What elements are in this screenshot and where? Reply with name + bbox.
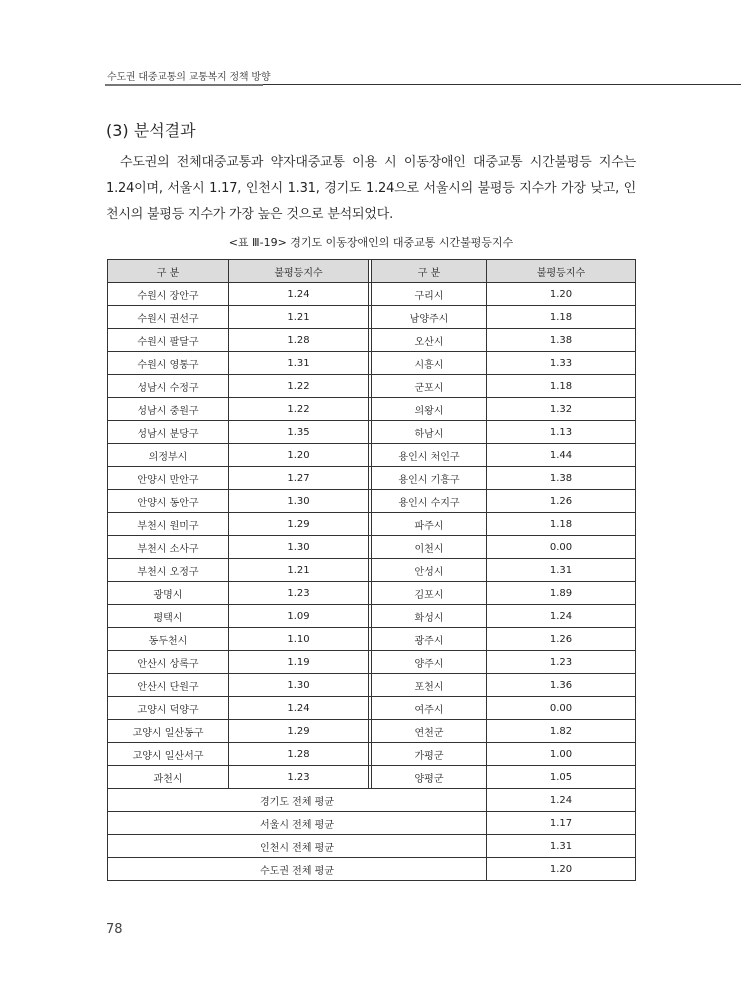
table-row [108,559,636,582]
header-region-left: 구 분 [108,260,229,283]
index-cell: 1.30 [229,674,369,697]
table-row [108,375,636,398]
region-cell: 수원시 장안구 [108,283,229,306]
index-cell: 0.00 [487,697,636,720]
region-cell: 안산시 상록구 [108,651,229,674]
index-cell: 1.28 [229,743,369,766]
table-row [108,720,636,743]
index-cell: 1.24 [487,605,636,628]
index-cell: 1.44 [487,444,636,467]
index-cell: 1.23 [229,582,369,605]
header-rule-accent [105,84,263,86]
page-number: 78 [106,922,123,937]
region-cell: 양주시 [372,651,487,674]
table-row [108,628,636,651]
region-cell: 안양시 동안구 [108,490,229,513]
region-cell: 양평군 [372,766,487,789]
region-cell: 구리시 [372,283,487,306]
index-cell: 1.05 [487,766,636,789]
table-row [108,421,636,444]
summary-row [108,812,636,835]
table-row [108,352,636,375]
summary-value: 1.24 [487,789,636,812]
running-header: 수도권 대중교통의 교통복지 정책 방향 [107,72,271,83]
summary-row [108,835,636,858]
index-cell: 1.35 [229,421,369,444]
table-row [108,651,636,674]
table-row [108,513,636,536]
summary-value: 1.20 [487,858,636,881]
region-cell: 연천군 [372,720,487,743]
table-caption: <표 Ⅲ-19> 경기도 이동장애인의 대중교통 시간불평등지수 [228,236,514,249]
region-cell: 안양시 만안구 [108,467,229,490]
index-cell: 1.36 [487,674,636,697]
region-cell: 가평군 [372,743,487,766]
region-cell: 여주시 [372,697,487,720]
table-header-row [108,260,636,283]
region-cell: 용인시 처인구 [372,444,487,467]
region-cell: 김포시 [372,582,487,605]
table-row [108,467,636,490]
inequality-index-table [107,259,636,881]
region-cell: 과천시 [108,766,229,789]
table-row [108,674,636,697]
region-cell: 안산시 단원구 [108,674,229,697]
summary-label: 경기도 전체 평균 [108,789,487,812]
region-cell: 부천시 원미구 [108,513,229,536]
index-cell: 1.31 [229,352,369,375]
region-cell: 성남시 분당구 [108,421,229,444]
table-row [108,329,636,352]
region-cell: 수원시 팔달구 [108,329,229,352]
region-cell: 시흥시 [372,352,487,375]
region-cell: 군포시 [372,375,487,398]
table-row [108,306,636,329]
region-cell: 포천시 [372,674,487,697]
header-index-right: 불평등지수 [487,260,636,283]
index-cell: 1.30 [229,536,369,559]
index-cell: 1.28 [229,329,369,352]
index-cell: 1.27 [229,467,369,490]
region-cell: 오산시 [372,329,487,352]
region-cell: 고양시 일산서구 [108,743,229,766]
table-body [108,283,636,881]
index-cell: 1.24 [229,697,369,720]
region-cell: 이천시 [372,536,487,559]
region-cell: 의정부시 [108,444,229,467]
index-cell: 1.38 [487,467,636,490]
region-cell: 부천시 소사구 [108,536,229,559]
index-cell: 1.26 [487,628,636,651]
region-cell: 광명시 [108,582,229,605]
header-index-left: 불평등지수 [229,260,369,283]
region-cell: 성남시 수정구 [108,375,229,398]
region-cell: 화성시 [372,605,487,628]
region-cell: 하남시 [372,421,487,444]
index-cell: 1.29 [229,513,369,536]
index-cell: 1.13 [487,421,636,444]
table-row [108,697,636,720]
summary-row [108,858,636,881]
section-heading: (3) 분석결과 [106,121,196,140]
region-cell: 수원시 권선구 [108,306,229,329]
region-cell: 용인시 기흥구 [372,467,487,490]
table-row [108,582,636,605]
index-cell: 1.18 [487,306,636,329]
header-region-right: 구 분 [372,260,487,283]
table-row [108,743,636,766]
index-cell: 1.21 [229,559,369,582]
region-cell: 광주시 [372,628,487,651]
region-cell: 파주시 [372,513,487,536]
index-cell: 1.38 [487,329,636,352]
index-cell: 1.32 [487,398,636,421]
index-cell: 1.23 [229,766,369,789]
index-cell: 1.82 [487,720,636,743]
region-cell: 용인시 수지구 [372,490,487,513]
table-row [108,398,636,421]
summary-label: 수도권 전체 평균 [108,858,487,881]
table-row [108,605,636,628]
region-cell: 의왕시 [372,398,487,421]
index-cell: 1.21 [229,306,369,329]
index-cell: 1.20 [487,283,636,306]
region-cell: 동두천시 [108,628,229,651]
table-row [108,283,636,306]
body-paragraph: 수도권의 전체대중교통과 약자대중교통 이용 시 이동장애인 대중교통 시간불평등 지수는 1.24이며, 서울시 1.17, 인천시 1.31, 경기도 1.24으로 서울시의 불평등 지수가 가장 낮고, 인천시의 불평등 지수가 가장 높은 것으로 분석되었다. [106,155,636,222]
index-cell: 1.09 [229,605,369,628]
region-cell: 남양주시 [372,306,487,329]
index-cell: 1.23 [487,651,636,674]
summary-value: 1.31 [487,835,636,858]
table-row [108,490,636,513]
table-row [108,766,636,789]
region-cell: 평택시 [108,605,229,628]
summary-label: 인천시 전체 평균 [108,835,487,858]
index-cell: 1.18 [487,513,636,536]
region-cell: 안성시 [372,559,487,582]
index-cell: 1.30 [229,490,369,513]
region-cell: 고양시 덕양구 [108,697,229,720]
index-cell: 1.19 [229,651,369,674]
index-cell: 1.29 [229,720,369,743]
index-cell: 1.26 [487,490,636,513]
index-cell: 1.18 [487,375,636,398]
summary-value: 1.17 [487,812,636,835]
index-cell: 0.00 [487,536,636,559]
index-cell: 1.22 [229,375,369,398]
region-cell: 고양시 일산동구 [108,720,229,743]
region-cell: 성남시 중원구 [108,398,229,421]
index-cell: 1.24 [229,283,369,306]
region-cell: 부천시 오정구 [108,559,229,582]
index-cell: 1.00 [487,743,636,766]
region-cell: 수원시 영통구 [108,352,229,375]
index-cell: 1.22 [229,398,369,421]
summary-label: 서울시 전체 평균 [108,812,487,835]
index-cell: 1.20 [229,444,369,467]
index-cell: 1.89 [487,582,636,605]
index-cell: 1.10 [229,628,369,651]
table-row [108,536,636,559]
index-cell: 1.33 [487,352,636,375]
index-cell: 1.31 [487,559,636,582]
table-row [108,444,636,467]
summary-row [108,789,636,812]
